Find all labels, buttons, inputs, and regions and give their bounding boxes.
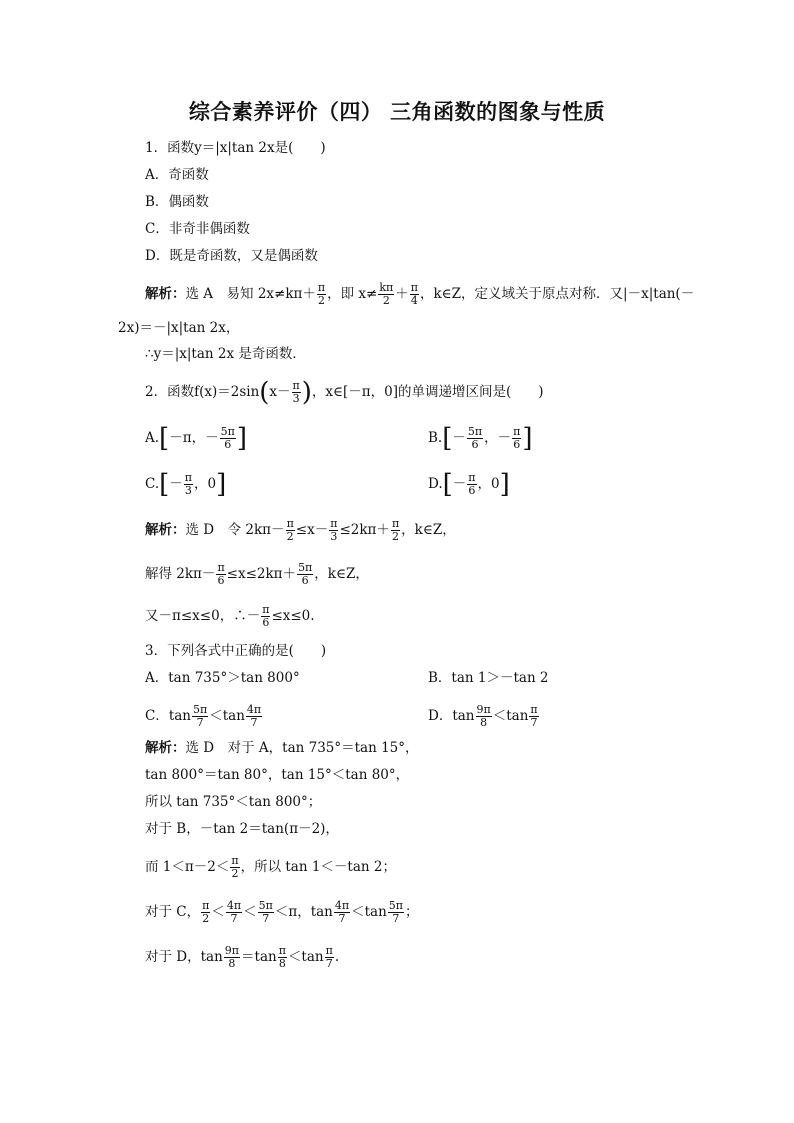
fraction-denominator: 3: [330, 530, 338, 543]
fraction-numerator: π: [231, 854, 239, 867]
q2-option-d: [428, 469, 510, 500]
q3-solution-line-7: [145, 945, 339, 970]
bracket: [: [442, 423, 453, 454]
fraction: [334, 900, 350, 925]
fraction: [192, 704, 208, 729]
text-segment: ≤x≤2kπ＋: [226, 566, 297, 582]
fraction-denominator: 3: [292, 392, 300, 405]
fraction-denominator: 8: [480, 716, 488, 729]
fraction: [378, 282, 394, 307]
fraction-denominator: 2: [382, 294, 390, 307]
text-segment: C.: [145, 476, 160, 492]
fraction-denominator: 6: [513, 438, 521, 451]
fraction-denominator: 6: [262, 616, 270, 629]
fraction: [220, 426, 236, 451]
q3-stem: 3．下列各式中正确的是( ): [145, 643, 327, 659]
q1-option-a: A．奇函数: [145, 167, 209, 183]
fraction: [184, 472, 193, 497]
text-segment: ，x∈[－π，0]的单调递增区间是( ): [311, 384, 544, 400]
q1-option-b: B．偶函数: [145, 194, 209, 210]
fraction-numerator: π: [184, 471, 193, 484]
fraction-denominator: 6: [217, 574, 225, 587]
fraction-numerator: π: [325, 944, 333, 957]
q3-solution-line-5: [145, 855, 396, 880]
fraction-numerator: π: [286, 517, 294, 530]
q3-option-b: B．tan 1＞－tan 2: [428, 670, 549, 686]
q2-stem: [145, 377, 544, 408]
text-segment: 对于 C，: [145, 904, 201, 920]
q2-option-a: [145, 423, 247, 454]
q2-option-b: [428, 423, 533, 454]
text-segment: －: [452, 476, 467, 492]
text-segment: ＜π，tan: [274, 904, 333, 920]
fraction-denominator: 2: [231, 867, 239, 880]
bracket: ]: [522, 423, 533, 454]
right-paren-large: ): [301, 377, 312, 408]
fraction-numerator: π: [202, 899, 210, 912]
fraction-numerator: 5π: [298, 561, 313, 574]
q3-option-c: [145, 704, 263, 729]
fraction: [467, 426, 483, 451]
fraction-numerator: π: [468, 471, 476, 484]
fraction-numerator: π: [317, 281, 326, 294]
fraction-denominator: 3: [184, 484, 192, 497]
fraction-denominator: 8: [278, 957, 286, 970]
fraction-numerator: 9π: [476, 703, 491, 716]
fraction-denominator: 2: [286, 530, 294, 543]
fraction: [230, 855, 239, 880]
text-segment: ≤x－: [295, 522, 329, 538]
text-segment: ＜: [243, 904, 257, 920]
text-segment: 对于 D，tan: [145, 949, 223, 965]
bracket: ]: [236, 423, 247, 454]
fraction-denominator: 2: [202, 912, 210, 925]
fraction-denominator: 8: [228, 957, 236, 970]
page-title: 综合素养评价（四） 三角函数的图象与性质: [188, 99, 606, 124]
fraction: [224, 945, 240, 970]
bracket: [: [159, 469, 170, 500]
fraction-denominator: 7: [530, 716, 538, 729]
text-segment: A.: [145, 430, 160, 446]
text-segment: ＜tan: [351, 904, 387, 920]
q1-solution-line-2: 2x)＝－|x|tan 2x，: [118, 320, 240, 336]
text-segment: D．tan: [428, 708, 475, 724]
text-segment: x－: [269, 384, 291, 400]
fraction-denominator: 7: [392, 912, 400, 925]
fraction: [216, 562, 225, 587]
q3-solution-line-3: 所以 tan 735°＜tan 800°；: [145, 794, 322, 810]
q3-option-a: A．tan 735°＞tan 800°: [145, 670, 300, 686]
fraction-numerator: 9π: [224, 944, 240, 957]
fraction: [261, 604, 270, 629]
fraction-denominator: 6: [224, 438, 232, 451]
q2-option-c: [145, 469, 227, 500]
fraction-numerator: π: [391, 517, 400, 530]
text-segment: ；: [405, 904, 419, 920]
q3-option-d: [428, 704, 540, 729]
fraction: [226, 900, 242, 925]
text-segment: ，0: [477, 476, 500, 492]
text-segment: 解析：: [145, 740, 186, 756]
fraction-numerator: π: [292, 379, 300, 392]
fraction-numerator: π: [530, 703, 538, 716]
text-segment: 而 1＜π－2＜: [145, 859, 230, 875]
fraction-numerator: 5π: [258, 899, 273, 912]
q1-solution-line-1: [145, 282, 694, 307]
q1-option-d: D．既是奇函数，又是偶函数: [145, 248, 318, 264]
q2-solution-line-2: [145, 562, 369, 587]
text-segment: D.: [428, 476, 443, 492]
fraction-numerator: 4π: [334, 899, 350, 912]
fraction: [512, 426, 521, 451]
q1-option-c: C．非奇非偶函数: [145, 221, 250, 237]
bracket: [: [442, 469, 453, 500]
text-segment: －π，－: [169, 430, 219, 446]
fraction-numerator: π: [278, 944, 286, 957]
fraction-numerator: 4π: [226, 899, 242, 912]
q3-solution-line-1: [145, 738, 419, 758]
fraction: [529, 704, 538, 729]
bracket: ]: [499, 469, 510, 500]
fraction: [317, 282, 326, 307]
bracket: ]: [216, 469, 227, 500]
text-segment: B.: [428, 430, 443, 446]
fraction-denominator: 2: [318, 294, 326, 307]
q2-solution-line-3: [145, 604, 315, 629]
fraction-numerator: 4π: [246, 703, 262, 716]
fraction: [410, 282, 419, 307]
q1-stem: 1．函数y＝|x|tan 2x是( ): [145, 140, 326, 156]
fraction: [258, 900, 274, 925]
fraction: [388, 900, 404, 925]
fraction-denominator: 6: [468, 484, 476, 497]
fraction-denominator: 7: [262, 912, 270, 925]
fraction-denominator: 4: [410, 294, 418, 307]
text-segment: ＜tan: [492, 708, 529, 724]
text-segment: ，即 x≠: [327, 286, 378, 302]
q1-solution-line-3: ∴y＝|x|tan 2x 是奇函数．: [145, 346, 306, 362]
text-segment: 又－π≤x≤0，∴－: [145, 608, 261, 624]
text-segment: －: [169, 476, 183, 492]
fraction-numerator: π: [513, 425, 521, 438]
bracket: [: [159, 423, 170, 454]
text-segment: ≤x≤0.: [271, 608, 315, 624]
text-segment: 选 A 易知 2x≠kπ＋: [185, 286, 316, 302]
fraction-denominator: 2: [392, 530, 400, 543]
fraction-numerator: π: [262, 603, 270, 616]
text-segment: 选 D 令 2kπ－: [185, 522, 285, 538]
fraction-numerator: 5π: [220, 425, 235, 438]
fraction-numerator: π: [410, 281, 418, 294]
fraction: [246, 704, 262, 729]
fraction-denominator: 6: [471, 438, 479, 451]
fraction-denominator: 7: [325, 957, 333, 970]
text-segment: ＜tan: [209, 708, 245, 724]
text-segment: ，－: [484, 430, 512, 446]
fraction: [476, 704, 492, 729]
text-segment: .: [334, 949, 340, 965]
fraction-numerator: π: [217, 561, 225, 574]
q3-solution-line-2: tan 800°＝tan 80°，tan 15°＜tan 80°，: [145, 767, 410, 783]
text-segment: ＜tan: [287, 949, 324, 965]
text-segment: ，所以 tan 1＜－tan 2；: [240, 859, 396, 875]
text-segment: ，k∈Z，: [314, 566, 369, 582]
text-segment: ＜: [211, 904, 225, 920]
fraction: [325, 945, 334, 970]
text-segment: 解析：: [145, 522, 186, 538]
fraction: [329, 518, 338, 543]
fraction-denominator: 7: [338, 912, 346, 925]
text-segment: 2．函数f(x)＝2sin: [145, 384, 260, 400]
text-segment: 选 D 对于 A，tan 735°＝tan 15°，: [185, 740, 419, 756]
text-segment: C．tan: [145, 708, 191, 724]
text-segment: ＋: [395, 286, 409, 302]
left-paren-large: (: [259, 377, 270, 408]
text-segment: ＝tan: [241, 949, 277, 965]
fraction: [278, 945, 287, 970]
text-segment: 解得 2kπ－: [145, 566, 216, 582]
fraction-denominator: 6: [301, 574, 309, 587]
fraction-denominator: 7: [230, 912, 238, 925]
q3-solution-line-6: [145, 900, 419, 925]
text-segment: －: [452, 430, 466, 446]
fraction-numerator: 5π: [193, 703, 208, 716]
fraction-denominator: 7: [196, 716, 204, 729]
q3-solution-line-4: 对于 B，－tan 2＝tan(π－2)，: [145, 821, 339, 837]
fraction-numerator: 5π: [467, 425, 483, 438]
text-segment: ≤2kπ＋: [339, 522, 390, 538]
q2-solution-line-1: [145, 518, 456, 543]
fraction: [467, 472, 476, 497]
fraction: [292, 380, 301, 405]
fraction: [391, 518, 400, 543]
fraction-numerator: kπ: [379, 281, 394, 294]
fraction: [286, 518, 295, 543]
fraction: [297, 562, 313, 587]
text-segment: ，k∈Z，定义域关于原点对称．又|－x|tan(－: [420, 286, 695, 302]
text-segment: ，k∈Z，: [401, 522, 456, 538]
text-segment: ，0: [194, 476, 217, 492]
solution-label: 解析：: [145, 286, 186, 302]
fraction-numerator: π: [330, 517, 338, 530]
fraction-numerator: 5π: [388, 899, 404, 912]
fraction-denominator: 7: [250, 716, 258, 729]
fraction: [201, 900, 210, 925]
